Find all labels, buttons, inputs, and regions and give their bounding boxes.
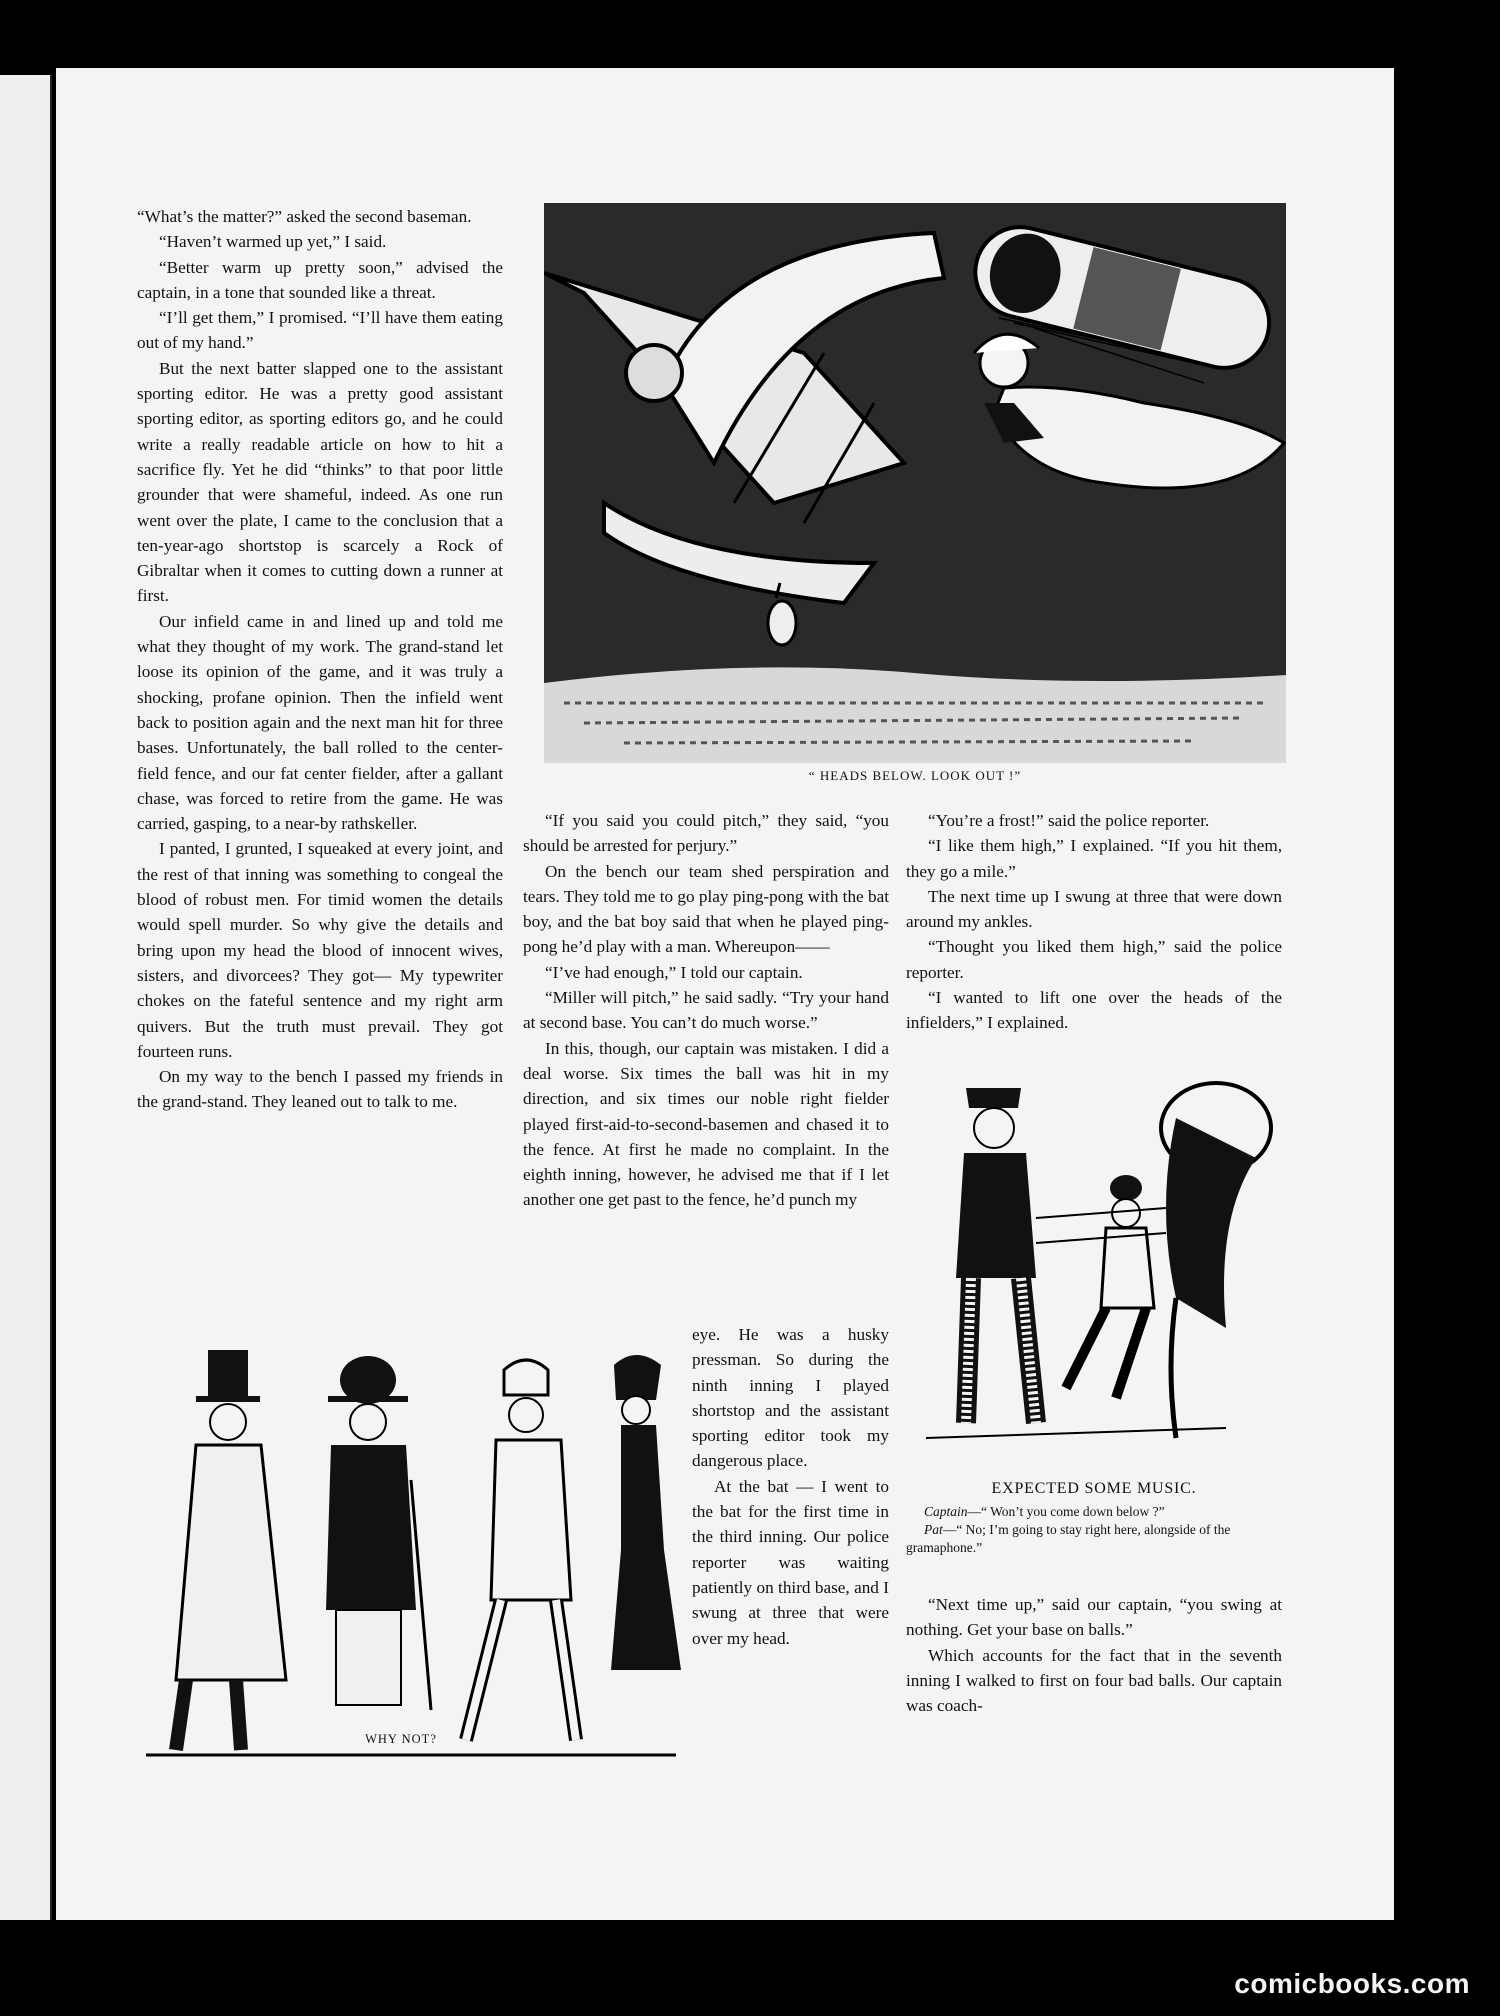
paragraph: “Miller will pitch,” he said sadly. “Try your hand at second base. You can’t do much worse.” [523,988,889,1033]
music-illustration [926,1068,1276,1458]
paragraph: But the next batter slapped one to the assistant sporting editor. He was a pretty good assistant sporting editor, as sporting editors go, and he could write a really readable article on how to hit a sacrifice fly. Yet he did “thinks” to that poor little grounder that were shameful, indeed. As one run went over the plate, I came to the conclusion that a ten-year-ago shortstop is scarcely a Rock of Gibraltar when it comes to cutting down a runner at first. [137,358,503,606]
caption-line: Pat—“ No; I’m going to stay right here, alongside of the gramaphone.” [906,1522,1231,1555]
airship-illustration [544,203,1286,818]
text-column-1 [137,204,503,1115]
text-column-2-continued [692,1322,889,1651]
paragraph: On my way to the bench I passed my friends in the grand-stand. They leaned out to talk to me. [137,1067,503,1112]
magazine-page [56,68,1394,1920]
text-column-2 [523,808,889,1213]
paragraph: eye. He was a husky pressman. So during the ninth inning I played shortstop and the assistant sporting editor took my dangerous place. [692,1325,889,1471]
paragraph: Which accounts for the fact that in the seventh inning I walked to first on four bad balls. Our captain was coach- [906,1645,1282,1716]
paragraph: The next time up I swung at three that were down around my ankles. [906,886,1282,932]
watermark: comicbooks.com [1234,1968,1470,1999]
paragraph: At the bat — I went to the bat for the first time in the third inning. Our police reporter was waiting patiently on third base, and I swung at three that were over my head. [692,1476,889,1648]
text-column-3 [906,808,1282,1036]
why-not-caption: WHY NOT? [365,1732,437,1746]
paragraph: “If you said you could pitch,” they said, “you should be arrested for perjury.” [523,811,889,856]
paragraph: “You’re a frost!” said the police reporter. [928,811,1210,830]
paragraph: “What’s the matter?” asked the second baseman. [137,207,472,226]
paragraph: “I’ve had enough,” I told our captain. [545,962,803,982]
airship-caption: “ HEADS BELOW. LOOK OUT !” [808,768,1022,783]
paragraph: On the bench our team shed perspiration and tears. They told me to go play ping-pong with the bat boy, and the bat boy said that when he played ping-pong he’d play with a man. Whereupon—— [523,861,889,957]
paragraph: “I wanted to lift one over the heads of the infielders,” I explained. [906,988,1282,1033]
why-not-illustration [116,1330,686,1792]
paragraph: “I like them high,” I explained. “If you hit them, they go a mile.” [906,836,1282,881]
music-caption-title: EXPECTED SOME MUSIC. [991,1480,1197,1497]
text-column-3-continued [906,1592,1282,1718]
paragraph: “Haven’t warmed up yet,” I said. [159,232,387,252]
caption-line: Captain—“ Won’t you come down below ?” [924,1504,1165,1519]
paragraph: Our infield came in and lined up and told me what they thought of my work. The grand-stand let loose its opinion of the game, and it was truly a shocking, profane opinion. Then the infield went back to position again and the next man hit for three bases. Unfortunately, the ball rolled to the center-field fence, and our fat center fielder, after a gallant chase, was forced to retire from the game. He was carried, gasping, to a near-by rathskeller. [137,611,503,834]
speaker: Pat [924,1522,943,1537]
previous-page-edge [0,75,52,1920]
paragraph: “I’ll get them,” I promised. “I’ll have them eating out of my hand.” [137,308,503,353]
music-caption-dialogue [906,1503,1282,1557]
paragraph: “Next time up,” said our captain, “you swing at nothing. Get your base on balls.” [906,1595,1282,1640]
speaker: Captain [924,1504,968,1519]
paragraph: “Better warm up pretty soon,” advised the captain, in a tone that sounded like a threat. [137,257,503,302]
paragraph: “Thought you liked them high,” said the police reporter. [906,937,1282,982]
paragraph: In this, though, our captain was mistaken. I did a deal worse. Six times the ball was hit in my direction, and six times our noble right fielder played first-aid-to-second-basemen and chased it to the fence. At first he made no complaint. In the eighth inning, however, he advised me that if I let another one get past to the fence, he’d punch my [523,1038,889,1210]
paragraph: I panted, I grunted, I squeaked at every joint, and the rest of that inning was something to congeal the blood of robust men. For timid women the details would spell murder. So why give the details and bring upon my head the blood of innocent wives, sisters, and divorcees? They got— My typewriter chokes on the fateful sentence and my right arm quivers. But the truth must prevail. They got fourteen runs. [137,839,503,1061]
